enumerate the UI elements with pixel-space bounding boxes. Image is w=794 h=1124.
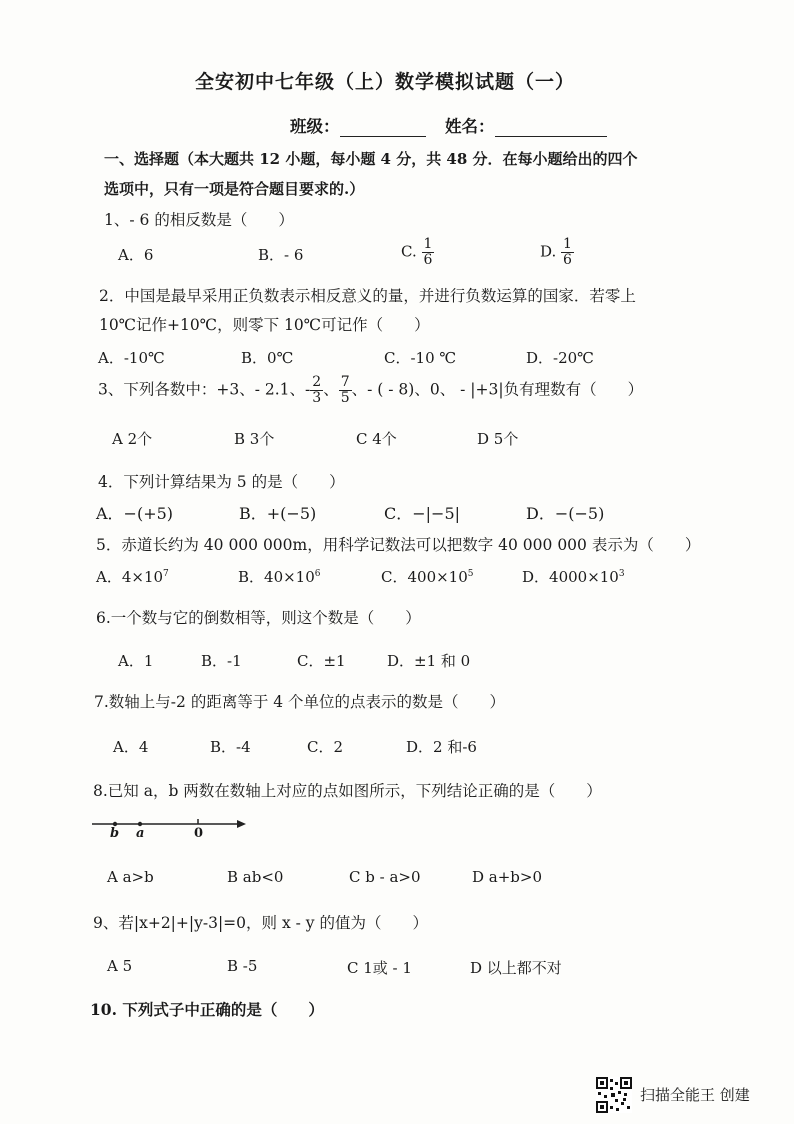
q4-option-c: C．−|−5|	[384, 504, 461, 523]
question-1-stem: 1、- 6 的相反数是（ ）	[104, 211, 294, 229]
q4-option-a: A．−(+5)	[96, 504, 174, 523]
section-instruction-line2: 选项中，只有一项是符合题目要求的.）	[104, 180, 365, 198]
q4-option-b: B．+(−5)	[239, 504, 317, 523]
q6-option-a: A．1	[118, 652, 154, 670]
q8-option-b: B ab<0	[227, 868, 284, 886]
q8-option-d: D a+b>0	[472, 868, 543, 886]
number-line-label-b: b	[110, 826, 120, 841]
q9-option-b: B -5	[227, 957, 258, 975]
q7-option-d: D．2 和-6	[406, 738, 477, 756]
q3-option-b: B 3个	[234, 430, 275, 448]
q1-option-d: D. $\frac{1}{6}$	[540, 236, 572, 268]
q8-option-a: A a>b	[107, 868, 154, 886]
q3-fraction-2-3: $\frac{2}{3}$	[312, 374, 322, 406]
class-label: 班级：	[290, 117, 340, 136]
q3-option-a: A 2个	[112, 430, 153, 448]
q5-option-a: A．$4\times 10^7$	[96, 568, 169, 586]
question-2-stem-line1: 2．中国是最早采用正负数表示相反意义的量，并进行负数运算的国家．若零上	[99, 287, 636, 305]
q2-option-b: B．0℃	[241, 349, 294, 367]
q1-option-c: C. $\frac{1}{6}$	[401, 236, 433, 268]
page-title: 全安初中七年级（上）数学模拟试题（一）	[195, 71, 576, 93]
q1-option-d-fraction: $\frac{1}{6}$	[563, 236, 572, 268]
qr-code-icon	[596, 1077, 632, 1113]
q5-option-c: C．$400\times 10^5$	[381, 568, 474, 586]
question-6-stem: 6.一个数与它的倒数相等，则这个数是（ ）	[96, 609, 421, 627]
question-8-stem: 8.已知 a，b 两数在数轴上对应的点如图所示，下列结论正确的是（ ）	[93, 782, 602, 800]
q1-option-c-fraction: $\frac{1}{6}$	[423, 236, 433, 268]
q6-option-d: D．±1 和 0	[387, 652, 471, 670]
q2-option-d: D．-20℃	[526, 349, 594, 367]
q9-option-d: D 以上都不对	[470, 959, 562, 977]
question-5-stem: 5．赤道长约为 40 000 000m，用科学记数法可以把数字 40 000 000 表示为（ ）	[96, 536, 701, 554]
q3-fraction-7-5: $\frac{7}{5}$	[340, 374, 350, 406]
q7-option-a: A．4	[113, 738, 149, 756]
q9-option-c: C 1或 - 1	[347, 959, 412, 977]
q7-option-c: C．2	[307, 738, 344, 756]
q9-option-a: A 5	[107, 957, 133, 975]
q1-option-a: A．6	[118, 246, 154, 264]
scanner-watermark: 扫描全能王 创建	[640, 1086, 750, 1104]
question-2-stem-line2: 10℃记作+10℃，则零下 10℃可记作（ ）	[99, 316, 430, 334]
q1-option-b: B．- 6	[258, 246, 304, 264]
q2-option-a: A．-10℃	[98, 349, 165, 367]
question-10-stem: 10. 下列式子中正确的是（ ）	[90, 1000, 324, 1019]
q6-option-b: B．-1	[201, 652, 242, 670]
number-line-label-0: 0	[194, 826, 204, 841]
question-9-stem: 9、若|x+2|+|y-3|=0，则 x - y 的值为（ ）	[93, 914, 428, 932]
section-instruction-line1: 一、选择题（本大题共 12 小题，每小题 4 分，共 48 分．在每小题给出的四个	[104, 150, 638, 168]
q2-option-c: C．-10 ℃	[384, 349, 457, 367]
q5-option-d: D．$4000\times 10^3$	[522, 568, 625, 586]
question-7-stem: 7.数轴上与-2 的距离等于 4 个单位的点表示的数是（ ）	[94, 693, 506, 711]
question-4-stem: 4．下列计算结果为 5 的是（ ）	[98, 473, 345, 491]
q7-option-b: B．-4	[210, 738, 251, 756]
class-blank	[340, 118, 426, 137]
name-blank	[495, 118, 607, 137]
name-label: 姓名：	[445, 117, 495, 136]
q6-option-c: C．±1	[297, 652, 346, 670]
question-3-stem: 3、下列各数中：+3、- 2.1、- $\frac{2}{3}$ 、 $\frac{7}{5}$ 、- ( - 8)、0、 - |+3|负有理数有（ ）	[98, 374, 644, 406]
q4-option-d: D．−(−5)	[526, 504, 605, 523]
q5-option-b: B．$40\times 10^6$	[238, 568, 321, 586]
number-line-arrow	[237, 820, 246, 828]
q3-option-d: D 5个	[477, 430, 519, 448]
number-line-label-a: a	[136, 826, 145, 841]
q3-option-c: C 4个	[356, 430, 397, 448]
class-field	[290, 113, 607, 137]
q8-option-c: C b - a>0	[349, 868, 421, 886]
